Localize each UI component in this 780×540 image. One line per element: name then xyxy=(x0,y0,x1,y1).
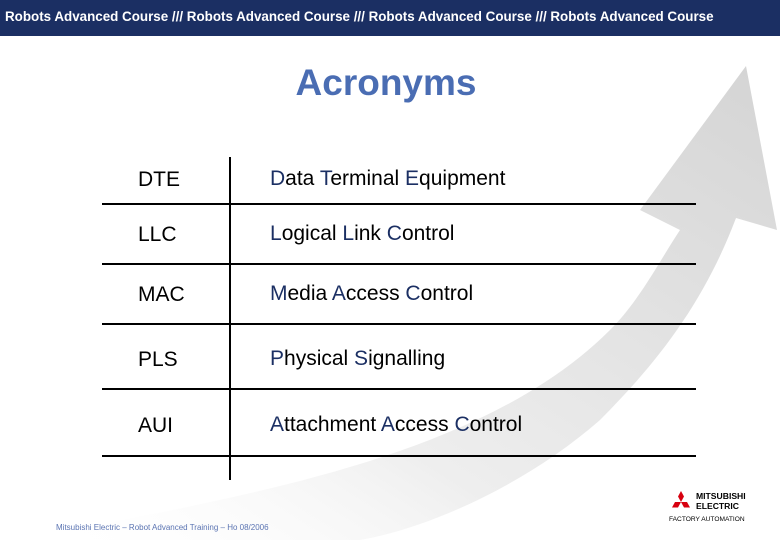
logo-wordmark xyxy=(696,492,746,511)
initial-letter: L xyxy=(270,222,282,245)
acronym-dte: DTE xyxy=(138,168,180,191)
definition-text: ccess xyxy=(394,413,455,436)
definition-text: quipment xyxy=(419,167,506,190)
definition-llc xyxy=(270,222,454,246)
initial-letter: L xyxy=(342,222,355,245)
page-title: Acronyms xyxy=(295,62,477,103)
three-diamonds-icon xyxy=(669,491,693,513)
logo-line1: MITSUBISHI xyxy=(696,491,746,501)
column-divider xyxy=(229,157,231,480)
initial-letter: S xyxy=(354,347,369,370)
definition-text: ttachment xyxy=(284,413,381,436)
definition-aui xyxy=(270,413,522,437)
definition-text: ata xyxy=(285,167,320,190)
initial-letter: D xyxy=(270,167,286,190)
definition-text: ink xyxy=(354,222,387,245)
definition-text: ontrol xyxy=(469,413,523,436)
acronym-aui: AUI xyxy=(138,414,174,437)
row-divider xyxy=(102,388,696,390)
acronym-mac: MAC xyxy=(138,283,185,306)
definition-dte xyxy=(270,167,505,191)
initial-letter: C xyxy=(405,282,421,305)
initial-letter: E xyxy=(405,167,420,190)
initial-letter: P xyxy=(270,347,285,370)
mitsubishi-logo xyxy=(669,489,761,525)
row-divider xyxy=(102,323,696,325)
row-divider xyxy=(102,455,696,457)
definition-text: ignalling xyxy=(368,347,446,370)
row-divider xyxy=(102,263,696,265)
acronym-table xyxy=(102,157,696,480)
logo-line2: ELECTRIC xyxy=(696,500,739,511)
row-divider xyxy=(102,203,696,205)
definition-text: ogical xyxy=(281,222,343,245)
initial-letter: A xyxy=(270,413,285,436)
definition-text: ontrol xyxy=(401,222,455,245)
logo-tagline: FACTORY AUTOMATION xyxy=(669,516,745,523)
initial-letter: A xyxy=(331,282,346,305)
definition-text: ontrol xyxy=(420,282,474,305)
initial-letter: A xyxy=(380,413,395,436)
initial-letter: C xyxy=(386,222,402,245)
initial-letter: C xyxy=(454,413,470,436)
course-banner: Robots Advanced Course /// Robots Advanced Course /// Robots Advanced Course /// Robots Advanced Course xyxy=(0,0,780,36)
definition-text: ccess xyxy=(345,282,406,305)
definition-pls xyxy=(270,347,445,371)
footer-text: Mitsubishi Electric – Robot Advanced Training – Ho 08/2006 xyxy=(56,523,269,532)
acronym-pls: PLS xyxy=(138,348,178,371)
initial-letter: M xyxy=(270,282,288,305)
definition-text: hysical xyxy=(284,347,355,370)
definition-text: edia xyxy=(287,282,332,305)
acronym-llc: LLC xyxy=(138,223,177,246)
definition-text: erminal xyxy=(330,167,406,190)
definition-mac xyxy=(270,282,473,306)
initial-letter: T xyxy=(319,167,331,190)
